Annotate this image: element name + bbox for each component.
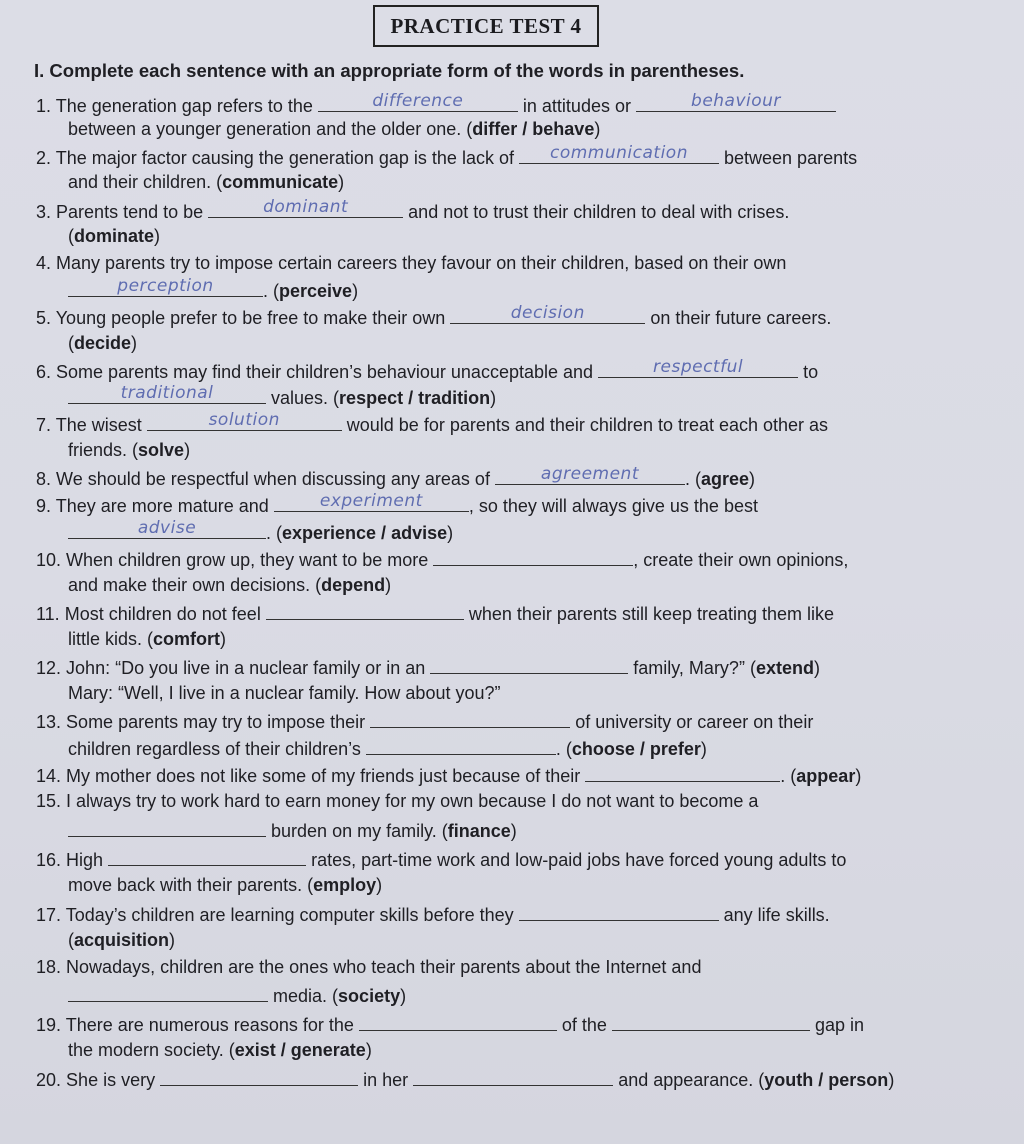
answer-blank[interactable] (359, 1012, 557, 1031)
page-title: PRACTICE TEST 4 (373, 5, 599, 47)
answer-blank[interactable] (108, 847, 306, 866)
question-20: 20. She is very in her and appearance. (youth / person) (36, 1067, 894, 1091)
answer-blank[interactable] (612, 1012, 810, 1031)
answer-blank[interactable] (433, 547, 633, 566)
answer-blank[interactable] (519, 902, 719, 921)
answer-blank[interactable] (585, 763, 780, 782)
question-6: 6. Some parents may find their children’s behaviour unacceptable and respectful to (36, 357, 819, 382)
question-8: 8. We should be respectful when discussing any areas of agreement . (agree) (36, 464, 756, 489)
question-19-cont: the modern society. (exist / generate) (68, 1040, 372, 1060)
question-12-cont: Mary: “Well, I live in a nuclear family. How about you?” (68, 683, 501, 703)
question-10: 10. When children grow up, they want to be more , create their own opinions, (36, 547, 848, 571)
answer-blank[interactable]: agreement (495, 466, 685, 485)
question-11-cont: little kids. (comfort) (68, 629, 227, 649)
question-5-cont: (decide) (68, 333, 138, 353)
instruction: I. Complete each sentence with an appropriate form of the words in parentheses. (34, 60, 745, 81)
question-12: 12. John: “Do you live in a nuclear family or in an family, Mary?” (extend) (36, 655, 820, 679)
question-18: 18. Nowadays, children are the ones who teach their parents about the Internet and (36, 957, 702, 977)
question-4: 4. Many parents try to impose certain careers they favour on their children, based on their own (36, 253, 787, 273)
question-2: 2. The major factor causing the generation gap is the lack of communication between parents (36, 143, 858, 168)
answer-blank[interactable] (370, 709, 570, 728)
question-9-cont: advise . (experience / advise) (68, 520, 453, 544)
question-15-cont: burden on my family. (finance) (68, 818, 517, 842)
question-3: 3. Parents tend to be dominant and not to trust their children to deal with crises. (36, 197, 790, 222)
answer-blank[interactable] (266, 601, 464, 620)
answer-blank[interactable] (430, 655, 628, 674)
question-3-cont: (dominate) (68, 226, 161, 246)
question-7: 7. The wisest solution would be for parents and their children to treat each other as (36, 410, 829, 435)
question-16-cont: move back with their parents. (employ) (68, 875, 383, 895)
answer-blank[interactable]: decision (450, 305, 645, 324)
answer-blank[interactable] (160, 1067, 358, 1086)
answer-blank[interactable]: experiment (274, 493, 469, 512)
question-6-cont: traditional values. (respect / tradition) (68, 385, 496, 409)
question-11: 11. Most children do not feel when their parents still keep treating them like (36, 601, 834, 625)
question-10-cont: and make their own decisions. (depend) (68, 575, 392, 595)
answer-blank[interactable]: behaviour (636, 93, 836, 112)
answer-blank[interactable]: solution (147, 412, 342, 431)
question-5: 5. Young people prefer to be free to make their own decision on their future careers. (36, 303, 832, 328)
question-1-cont: between a younger generation and the older one. (differ / behave) (68, 119, 601, 139)
question-16: 16. High rates, part-time work and low-paid jobs have forced young adults to (36, 847, 846, 871)
question-9: 9. They are more mature and experiment , so they will always give us the best (36, 491, 758, 516)
answer-blank[interactable] (366, 736, 556, 755)
question-15: 15. I always try to work hard to earn money for my own because I do not want to become a (36, 791, 759, 811)
question-13: 13. Some parents may try to impose their of university or career on their (36, 709, 813, 733)
question-13-cont: children regardless of their children’s . (choose / prefer) (68, 736, 707, 760)
question-19: 19. There are numerous reasons for the of the gap in (36, 1012, 864, 1036)
question-14: 14. My mother does not like some of my friends just because of their . (appear) (36, 763, 861, 787)
answer-blank[interactable]: advise (68, 520, 266, 539)
question-4-cont: perception . (perceive) (68, 278, 358, 302)
answer-blank[interactable] (413, 1067, 613, 1086)
question-17-cont: (acquisition) (68, 930, 176, 950)
answer-blank[interactable]: difference (318, 93, 518, 112)
question-2-cont: and their children. (communicate) (68, 172, 345, 192)
answer-blank[interactable]: communication (519, 145, 719, 164)
answer-blank[interactable]: traditional (68, 385, 266, 404)
question-7-cont: friends. (solve) (68, 440, 191, 460)
answer-blank[interactable]: dominant (208, 199, 403, 218)
question-18-cont: media. (society) (68, 983, 406, 1007)
answer-blank[interactable] (68, 818, 266, 837)
answer-blank[interactable] (68, 983, 268, 1002)
question-17: 17. Today’s children are learning computer skills before they any life skills. (36, 902, 830, 926)
answer-blank[interactable]: respectful (598, 359, 798, 378)
answer-blank[interactable]: perception (68, 278, 263, 297)
question-1: 1. The generation gap refers to the difference in attitudes or behaviour (36, 93, 836, 117)
